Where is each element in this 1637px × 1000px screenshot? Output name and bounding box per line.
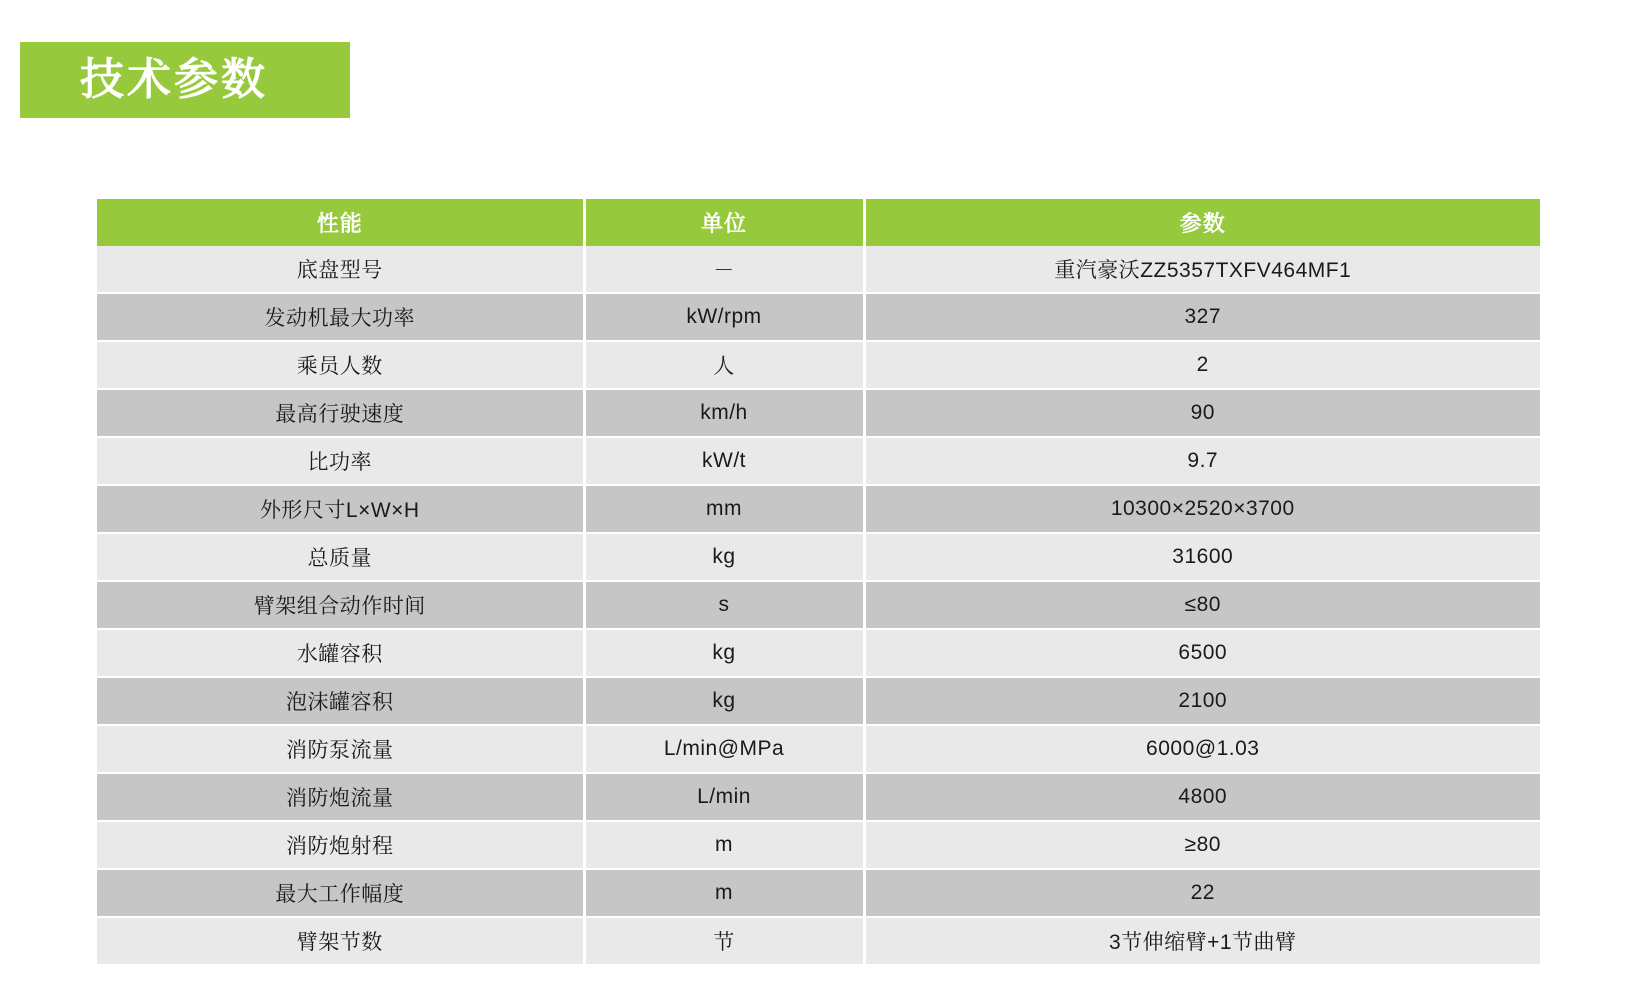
cell-performance: 水罐容积 [97, 629, 584, 677]
table-row [97, 821, 1540, 869]
column-header-parameter: 参数 [864, 199, 1540, 246]
cell-parameter: 90 [864, 389, 1540, 437]
cell-parameter: 3节伸缩臂+1节曲臂 [864, 917, 1540, 965]
cell-parameter: ≤80 [864, 581, 1540, 629]
cell-parameter: 10300×2520×3700 [864, 485, 1540, 533]
cell-parameter: 6500 [864, 629, 1540, 677]
cell-unit: L/min@MPa [584, 725, 864, 773]
cell-performance: 最高行驶速度 [97, 389, 584, 437]
cell-unit: kW/t [584, 437, 864, 485]
cell-unit: kg [584, 533, 864, 581]
cell-unit: s [584, 581, 864, 629]
cell-performance: 总质量 [97, 533, 584, 581]
cell-parameter: 31600 [864, 533, 1540, 581]
table-row [97, 677, 1540, 725]
table-row [97, 246, 1540, 293]
cell-parameter: 重汽豪沃ZZ5357TXFV464MF1 [864, 246, 1540, 293]
cell-unit: kg [584, 677, 864, 725]
cell-unit: m [584, 821, 864, 869]
cell-unit: mm [584, 485, 864, 533]
cell-performance: 底盘型号 [97, 246, 584, 293]
cell-unit: L/min [584, 773, 864, 821]
cell-performance: 泡沫罐容积 [97, 677, 584, 725]
cell-parameter: 22 [864, 869, 1540, 917]
cell-performance: 臂架组合动作时间 [97, 581, 584, 629]
page-title: 技术参数 [80, 55, 268, 104]
cell-performance: 消防炮流量 [97, 773, 584, 821]
cell-parameter: 327 [864, 293, 1540, 341]
table-row [97, 629, 1540, 677]
cell-performance: 发动机最大功率 [97, 293, 584, 341]
table-header-row [97, 199, 1540, 246]
cell-unit: 节 [584, 917, 864, 965]
table-row [97, 389, 1540, 437]
cell-performance: 臂架节数 [97, 917, 584, 965]
cell-performance: 最大工作幅度 [97, 869, 584, 917]
cell-parameter: 6000@1.03 [864, 725, 1540, 773]
table-row [97, 341, 1540, 389]
cell-unit: － [584, 246, 864, 293]
table-row [97, 869, 1540, 917]
table-row [97, 581, 1540, 629]
technical-parameters-table [97, 199, 1540, 966]
cell-parameter: 2 [864, 341, 1540, 389]
table-row [97, 533, 1540, 581]
cell-unit: km/h [584, 389, 864, 437]
cell-parameter: 4800 [864, 773, 1540, 821]
table-row [97, 437, 1540, 485]
cell-parameter: 2100 [864, 677, 1540, 725]
table-row [97, 725, 1540, 773]
cell-unit: kg [584, 629, 864, 677]
table-row [97, 293, 1540, 341]
cell-performance: 消防炮射程 [97, 821, 584, 869]
column-header-performance: 性能 [97, 199, 584, 246]
cell-performance: 乘员人数 [97, 341, 584, 389]
cell-unit: 人 [584, 341, 864, 389]
cell-unit: m [584, 869, 864, 917]
page-title-banner [20, 42, 350, 118]
table-row [97, 773, 1540, 821]
cell-parameter: ≥80 [864, 821, 1540, 869]
cell-performance: 比功率 [97, 437, 584, 485]
cell-parameter: 9.7 [864, 437, 1540, 485]
column-header-unit: 单位 [584, 199, 864, 246]
table-header [97, 199, 1540, 246]
cell-performance: 外形尺寸L×W×H [97, 485, 584, 533]
table-row [97, 485, 1540, 533]
table-body [97, 246, 1540, 965]
table-row [97, 917, 1540, 965]
cell-unit: kW/rpm [584, 293, 864, 341]
cell-performance: 消防泵流量 [97, 725, 584, 773]
